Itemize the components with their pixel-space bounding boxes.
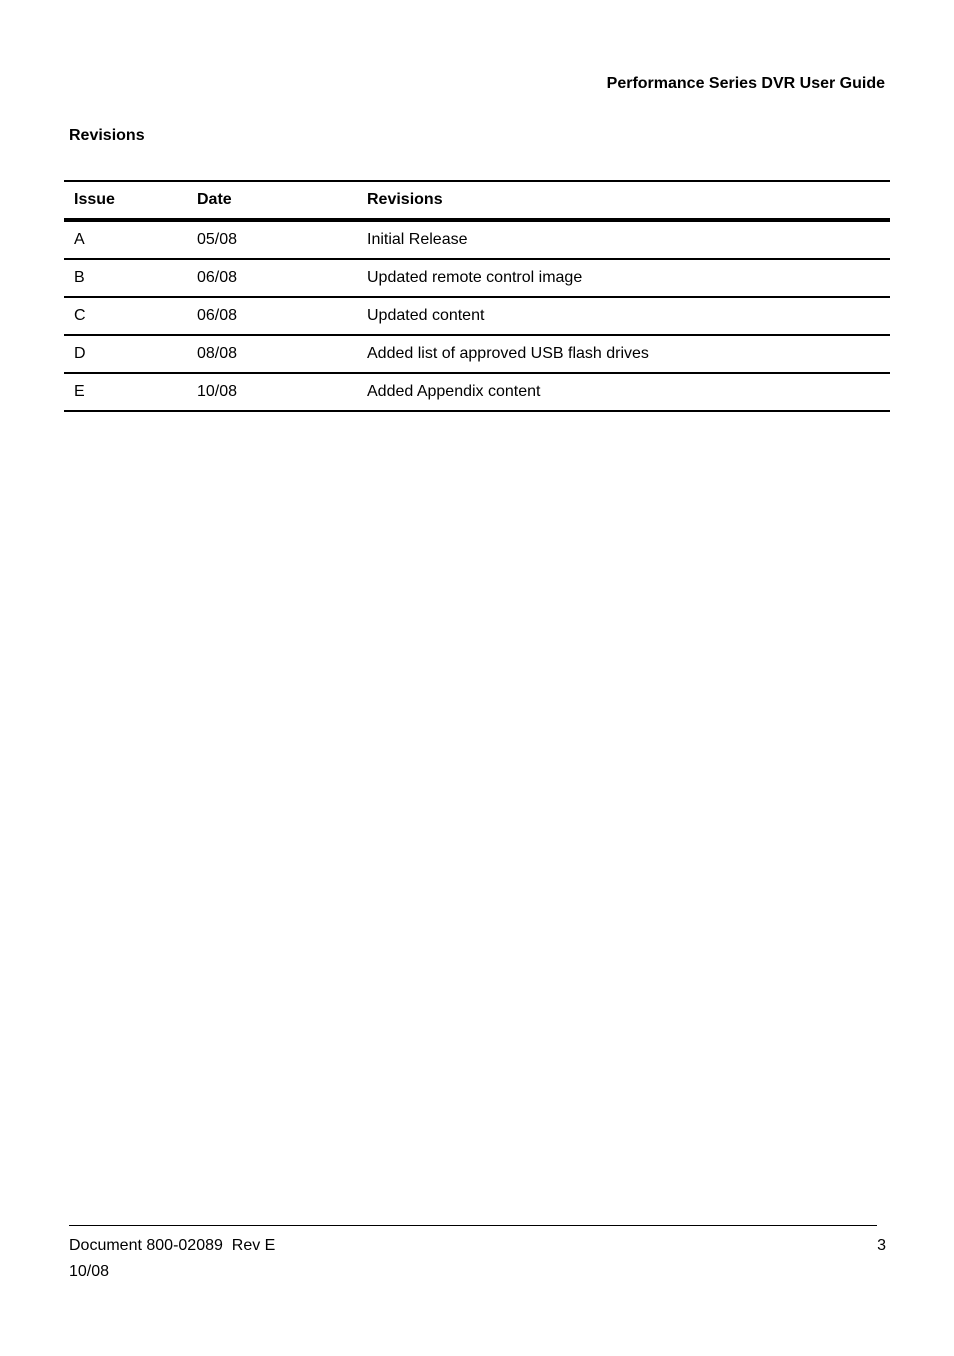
- cell-revision: Added list of approved USB flash drives: [357, 335, 890, 373]
- cell-issue: B: [64, 259, 187, 297]
- cell-date: 06/08: [187, 297, 357, 335]
- table-row: [64, 297, 890, 335]
- cell-date: 06/08: [187, 259, 357, 297]
- column-header-date: Date: [187, 181, 357, 220]
- cell-date: 10/08: [187, 373, 357, 411]
- table-row: [64, 373, 890, 411]
- footer-document-info: [69, 1233, 275, 1285]
- column-header-revisions: Revisions: [357, 181, 890, 220]
- table-row: [64, 259, 890, 297]
- footer-document-number: Document 800-02089 Rev E: [69, 1237, 276, 1254]
- cell-issue: D: [64, 335, 187, 373]
- revisions-table: [64, 180, 890, 412]
- cell-issue: A: [64, 220, 187, 259]
- footer-divider: [69, 1225, 877, 1226]
- cell-revision: Initial Release: [357, 220, 890, 259]
- cell-revision: Added Appendix content: [357, 373, 890, 411]
- revisions-table-header: [64, 181, 890, 220]
- cell-date: 08/08: [187, 335, 357, 373]
- column-header-issue: Issue: [64, 181, 187, 220]
- section-heading: Revisions: [69, 127, 145, 144]
- cell-date: 05/08: [187, 220, 357, 259]
- running-header-title: Performance Series DVR User Guide: [606, 75, 885, 92]
- table-row: [64, 335, 890, 373]
- revisions-table-body: [64, 220, 890, 411]
- cell-issue: E: [64, 373, 187, 411]
- footer-page-number: 3: [877, 1237, 886, 1254]
- cell-revision: Updated content: [357, 297, 890, 335]
- cell-revision: Updated remote control image: [357, 259, 890, 297]
- table-row: [64, 220, 890, 259]
- cell-issue: C: [64, 297, 187, 335]
- footer-document-date: 10/08: [69, 1263, 110, 1280]
- table-header-row: [64, 181, 890, 220]
